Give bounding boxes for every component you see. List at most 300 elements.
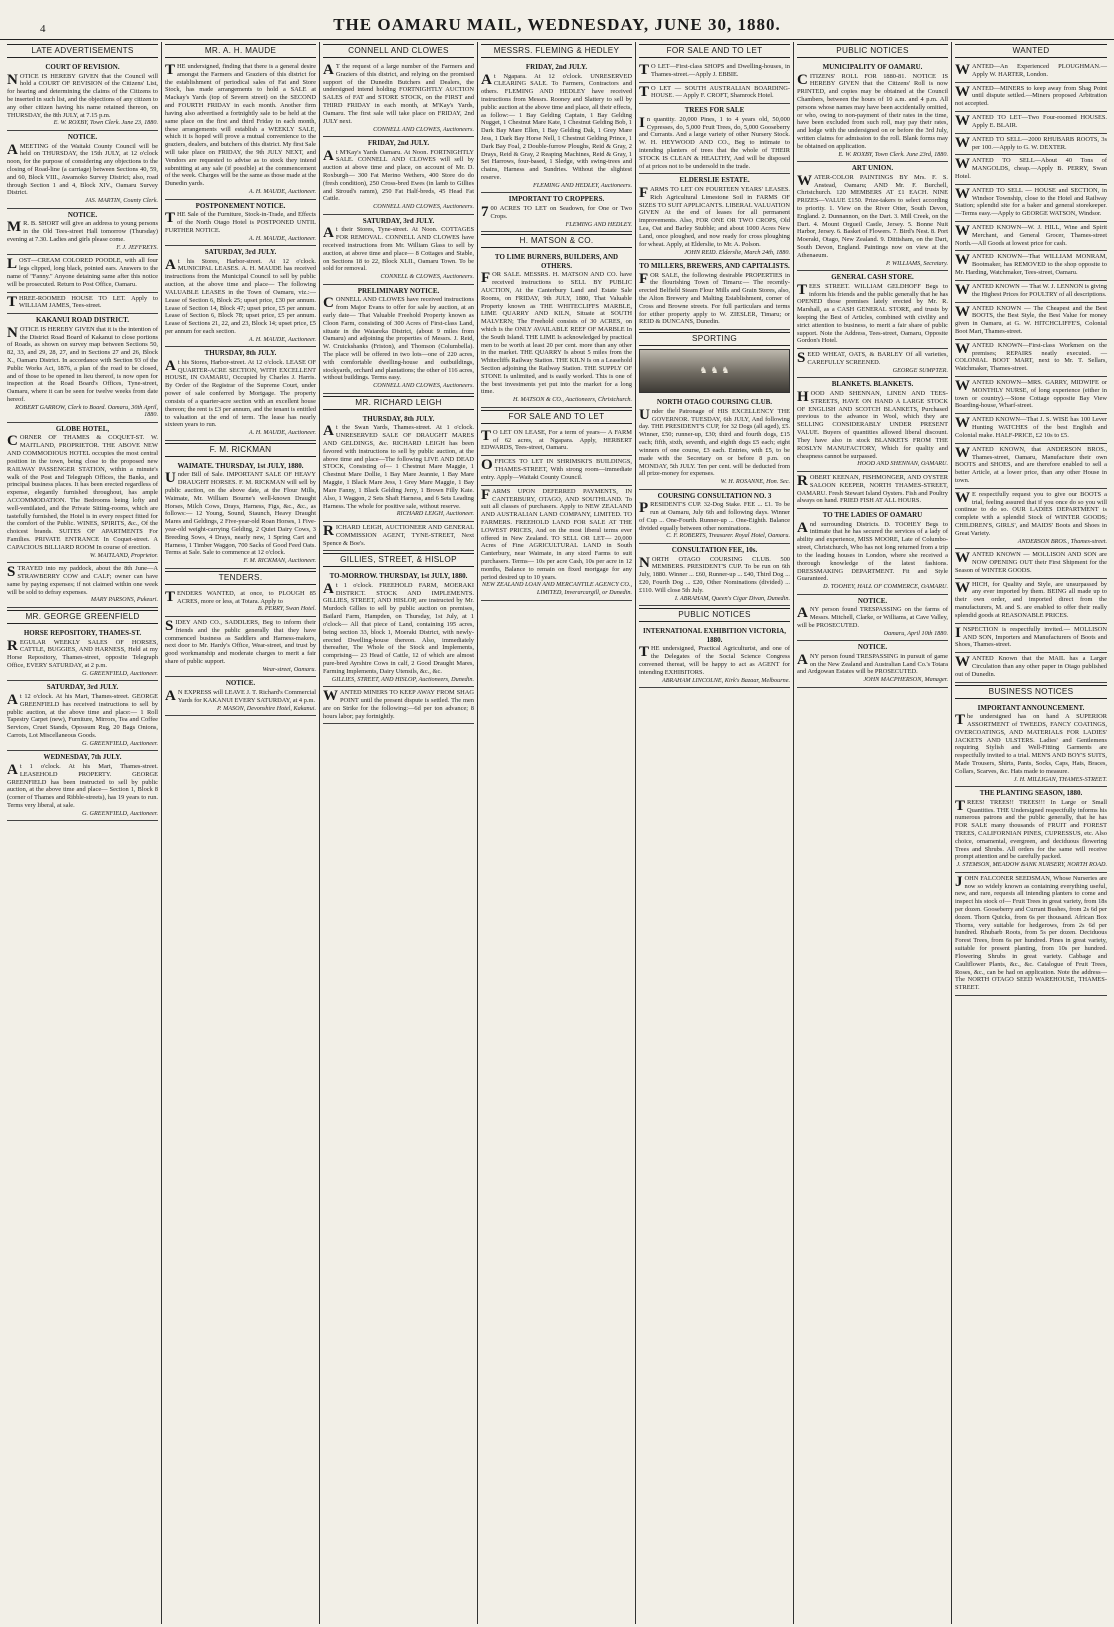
advertisement (639, 544, 790, 606)
ad-signature: NEW ZEALAND LOAN AND MERCANTILE AGENCY CO., LIMITED, Inverarcargill, or Dunedin. (481, 581, 632, 596)
advertisement (7, 293, 158, 315)
advertisement (955, 134, 1107, 156)
drop-cap: W (955, 579, 970, 596)
ad-body: W E respectfully request you to give our BOOTS a trial, feeling assured that if you once do so you will continue to do so. OUR LADIES DEPARTMENT is complete with a splendid Stock of WINTER GOODS; CHILDREN'S, GIRLS', and MAIDS' Boots and Shoes in Great Variety. (955, 489, 1107, 537)
ad-body: FOR SALE, the following desirable PROPERTIES in the flourishing Town of Timaru:— The recently-erected Belfield Steam Flour Mills and Grain Stores, also, the Alton Brewery and Malting Establishment, corner of Cross and Browne streets. For full particulars and terms for either property apply to W. ZIESLER, Timaru; or REID & DUNCANS, Dunedin. (639, 270, 790, 326)
advertisement (639, 61, 790, 83)
ad-body: OFFICES TO LET IN SHRIMSKI'S BUILDINGS, THAMES-STREET, With strong room—immediate entry. Apply—Waitaki County Council. (481, 457, 632, 481)
drop-cap: C (797, 71, 808, 88)
ad-body: FARMS TO LET ON FOURTEEN YEARS' LEASES. Rich Agricultural Limestone Soil in FARMS OF SIZES TO SUIT APPLICANTS. LIBERAL VALUATION GIVEN At the end of leases for all permanent improvements. Also, FOR ONE OR TWO CROPS, Old Lea, Oat and Barley Stubble; and about 1000 Acres New Land, once ploughed, and now ready for cross ploughing for wheat. Apply, at Elderslie, to Mr. A. Polson. (639, 185, 790, 248)
drop-cap: W (955, 444, 970, 461)
advertisement (639, 260, 790, 330)
ad-signature: MARY PARSONS, Pukeuri. (90, 596, 158, 604)
drop-cap: T (797, 281, 808, 298)
ad-signature: JOHN MACPHERSON, Manager. (863, 676, 948, 684)
advertisement (7, 423, 158, 563)
drop-cap: T (7, 293, 18, 310)
column-6 (794, 42, 952, 1624)
ad-body: And surrounding Districts. D. TOOHEY Begs to intimate that he has secured the services of a lady of ability and experience, MISS MOORE, Late of Columbo-street, Christchurch, Who has not long returned from a trip to the leading houses in London, where she received a thorough knowledge of the latest fashions. DRESSMAKING DEPARTMENT. Fit and Style Guaranteed. (797, 519, 948, 583)
advertisement (955, 702, 1107, 788)
ad-body: 7 00 ACRES TO LET on Seadown, for One or Two Crops. (481, 204, 632, 220)
ad-title: THE PLANTING SEASON, 1880. (979, 789, 1083, 798)
advertisement (955, 787, 1107, 873)
ad-title: BLANKETS. BLANKETS. (831, 380, 914, 389)
advertisement (797, 162, 948, 271)
ad-body: WANTED KNOWN—First-class Workmen on the premises; REPAIRS neatly executed. — COLONIAL BOOT MART, next to Mr. T. Sellars, Watchmaker, Thames-street. (955, 340, 1107, 373)
advertisement (955, 873, 1107, 996)
ad-body: At Ngapara. At 12 o'clock. UNRESERVED CLEARING SALE. To Farmers, Contractors and others. FLEMING AND HEDLEY have received instructions from Messrs. Rooney and Slattery to sell by public auction at the above time and place, all their effects, as follow:— 1 Bay Gelding Captain, 1 Bay Gelding Nugget, 1 Chestnut Mare Kate, 1 Chestnut Gelding Bob, 1 Dark Bay Mare Ellen, 1 Bay Gelding Dak, 1 Grey Mare Jess, 1 Dark Bay Horse Nell, 1 Chestnut Gelding Prince, 1 Dark Bay Foal, 2 Double-furrow Ploughs, Reid & Gray, 2 Drays, Reid & Gray, 2 Reaping Machines, Reid & Gray, 1 Set Harrows, four-based, 1 Sledge, with swing-trees and chains, Harness and Sundries. Without the slightest reserve. (481, 71, 632, 182)
drop-cap: H (797, 389, 809, 405)
section-heading: SPORTING (639, 332, 790, 346)
ad-title: ELDERSLIE ESTATE. (679, 176, 750, 185)
ad-title: TO LIME BURNERS, BUILDERS, AND OTHERS. (494, 253, 619, 270)
ad-signature: FLEMING AND HEDLEY, Auctioneers. (532, 181, 632, 189)
drop-cap: I (639, 114, 645, 131)
drop-cap: W (955, 378, 970, 394)
drop-cap: A (165, 357, 176, 374)
section-heading: H. MATSON & CO. (481, 234, 632, 248)
advertisement (481, 251, 632, 408)
advertisement (7, 751, 158, 821)
ad-body: WANTED MINERS TO KEEP AWAY FROM SHAG POINT until the present dispute is settled. The men are on Strike for the following:—6d per ton advance; 8 hours labor; pay fortnightly. (323, 688, 474, 720)
ad-body: NOTICE IS HEREBY GIVEN that the Council will hold a COURT OF REVISION of the Citizens' List, for hearing and determining the claims of the Citizens to be inserted in such list, and the objections of any citizen to any other citizen having his name retained thereon, on THURSDAY, the 8th JULY, at 7.15 p.m. (7, 71, 158, 119)
ad-body: CONNELL AND CLOWES have received instructions from Major Evans to offer for sale by auction, at an early date— That Valuable Freehold Property known as Cloon Farm, consisting of 300 Acres of First-class Land, situate in the Waiareka District, (about 9 miles from Oamaru) and adjoining the properties of Messrs. J. Reid, W. Cruickshanks (Friston), and Thomson (Columbella). The place will be offered in two lots—one of 220 acres, with comfortable dwelling-house and outbuildings, stockyards, orchard and plantations; the other of 116 acres, without buildings. Terms easy. (323, 295, 474, 382)
advertisement (955, 653, 1107, 682)
ad-body: TEES STREET. WILLIAM GELDHOFF Begs to inform his friends and the public generally that he has OPENED those premises lately erected by Mr. R. Marshall, as a CASH GENERAL STORE, and trusts by keeping the Best of Articles, combined with civility and strict attention to business, to merit a fair share of public support. Note the Address, Tees-street, Oamaru, Opposite Gordon's Hotel. (797, 281, 948, 345)
ad-body: A MEETING of the Waitaki County Council will be held on THURSDAY, the 15th JULY, at 12 o'clock noon, for the purpose of considering any objections to the closing of Road-line (a carriage) between Sections 40, 59, and 60, Block VIII., Awamoko Survey District; also, road through Section 1 and 4, Block XIV., Oamaru Survey District. (7, 141, 158, 197)
drop-cap: S (165, 617, 174, 634)
ad-signature: Oamaru, April 10th 1880. (883, 629, 948, 637)
advertisement (797, 472, 948, 509)
drop-cap: A (797, 651, 808, 668)
ad-title: NOTICE. (67, 210, 98, 219)
advertisement (639, 83, 790, 105)
drop-cap: T (639, 62, 650, 78)
advertisement (323, 687, 474, 724)
advertisement (323, 285, 474, 394)
ad-signature: A. H. MAUDE, Auctioneer. (248, 234, 316, 242)
ad-title: COURSING CONSULTATION NO. 3 (657, 491, 772, 500)
advertisement (323, 413, 474, 522)
advertisement (955, 222, 1107, 251)
advertisement (7, 61, 158, 131)
ad-signature: G. GREENFIELD, Auctioneer. (81, 739, 158, 747)
ad-body: WANTED KNOWN—That WILLIAM MONRAM, Bootmaker, has REMOVED to the shop opposite to Mr. Harding, Watchmaker, Tees-street, Oamaru. (955, 252, 1107, 277)
drop-cap: F (481, 486, 491, 503)
advertisement (955, 61, 1107, 83)
ad-body: THE undersigned, finding that there is a general desire amongst the Farmers and Graziers of this district for the establishment of periodical sales of Fat and Store Stock, has made arrangements to hold a SALE at Mackay's Yards (top of Severn street) on the SECOND and FOURTH FRIDAY in each month. Another firm having also advertised a fortnightly sale to be held at the same place on the first and third Friday in each month, these arrangements will establish a WEEKLY SALE, which it is hoped will prove a mutual convenience to the graziers, dealers, and butchers of this district. My first Sale will take place on FRIDAY, the 9th JULY NEXT, and Vendors are requested to advise as to stock they intend submitting at any sale (if possible) at the commencement of the week. Charges will be the same as those made at the Dunedin yards. (165, 62, 316, 188)
drop-cap: C (323, 295, 334, 312)
drop-cap: A (165, 256, 176, 273)
advertisement (797, 271, 948, 349)
section-heading: CONNELL AND CLOWES (323, 44, 474, 58)
ad-body: TREES! TREES!! TREES!!! In Large or Small Quantities. THE Undersigned respectfully informs his numerous patrons and the public generally, that he has FOR SALE many thousands of FRUIT and FOREST TREES, CALIFORNIAN PINES, CUPRESSUS, etc. Also choice, ornamental, evergreen, and deciduous flowering Trees and Shrubs. All orders for the same will receive prompt attention and be carefully packed. (955, 797, 1107, 861)
ad-signature: J. H. MILLIGAN, THAMES-STREET. (1013, 775, 1107, 783)
advertisement (323, 137, 474, 215)
advertisement (165, 61, 316, 200)
advertisement (955, 579, 1107, 624)
drop-cap: I (955, 624, 961, 641)
ad-title: NOTICE. (67, 132, 98, 141)
drop-cap: T (955, 797, 966, 814)
advertisement (797, 61, 948, 162)
ad-body: HOOD AND SHENNAN, LINEN AND TEES-STREETS, HAVE ON HAND A LARGE STOCK OF ENGLISH AND SCOTCH BLANKETS, Purchased previous to the advance in Wool, which they are SELLING CONSIDERABLY UNDER PRESENT VALUE. Buyers of quantities allowed liberal discount. They have also in stock BLANKETS FROM THE ROSLYN MANUFACTORY, Which for quality and cheapness cannot be surpassed. (797, 389, 948, 460)
drop-cap: U (639, 406, 650, 423)
section-heading: MESSRS. FLEMING & HEDLEY (481, 44, 632, 58)
drop-cap: N (7, 324, 18, 341)
drop-cap: A (323, 62, 334, 78)
ad-signature: E. W. ROXBY, Town Clerk. June 23rd, 1880. (838, 150, 948, 158)
advertisement (639, 396, 790, 489)
advertisement (323, 215, 474, 285)
ad-signature: RICHARD LEIGH, Auctioneer. (396, 510, 474, 518)
drop-cap: A (481, 71, 492, 88)
ad-body: SIDEY AND CO., SADDLERS, Beg to inform their friends and the public generally that they have commenced business as Saddlers and Harness-makers, next door to Mr. Hardy's Office, Wear-street, and trust by good workmanship and moderate charges to merit a fair share of public support. (165, 617, 316, 665)
ad-body: PRESIDENT'S CUP. 32-Dog Stake. FEE ... £1. To be run at Oamaru, July 6th and following days. Winner of Cup ... One-Fourth. Runner-up ... One-Eighth. Balance divided equally between other nominations. (639, 500, 790, 532)
drop-cap: J (955, 873, 963, 890)
ad-body: WHICH, for Quality and Style, are unsurpassed by any ever imported by them. BEING all made up to their own order, and imported direct from the manufacturers, M. and S. are enabled to offer their really splendid goods at REASONABLE PRICES. (955, 579, 1107, 619)
ad-title: TO MILLERS, BREWERS, AND CAPITALISTS. (639, 262, 790, 271)
drop-cap: R (797, 472, 808, 489)
advertisement (165, 460, 316, 569)
section-heading: GILLIES, STREET, & HISLOP (323, 553, 474, 567)
advertisement (955, 444, 1107, 489)
section-heading: FOR SALE AND TO LET (481, 410, 632, 424)
ad-body: A T the request of a large number of the Farmers and Graziers of this district, and relying on the promised support of the Dunedin Butchers and Dealers, the undersigned intend holding FORTNIGHTLY AUCTION SALES of FAT and STORE STOCK, on the FIRST and THIRD FRIDAY in each month, at M'Kay's Yards, Oamaru. The first sale will take place on FRIDAY, 2nd JULY next. (323, 62, 474, 125)
ad-title: TO-MORROW. THURSDAY, 1st JULY, 1880. (329, 572, 468, 581)
advertisement (955, 281, 1107, 303)
ad-title: GLOBE HOTEL, (55, 424, 110, 433)
advertisement (165, 617, 316, 677)
ad-signature: G. GREENFIELD, Auctioneer. (81, 669, 158, 677)
section-heading: F. M. RICKMAN (165, 443, 316, 457)
ad-body: WANTED TO LET—Two Four-roomed HOUSES. Apply E. BLAIR. (955, 113, 1107, 130)
drop-cap: A (323, 147, 334, 164)
advertisement (955, 155, 1107, 184)
drop-cap: U (165, 470, 176, 487)
ad-body: At his Stores, Harbor-street. At 12 o'clock. LEASE OF QUARTER-ACRE SECTION, WITH EXCELLENT HOUSE, IN OAMARU, Occupied by Charles J. Harris. By Order of the Registrar of the Supreme Court, under power of sale conferred by Mortgage. The property consists of a quarter-acre section with an excellent house thereon; the rent is £3 per annum, and the tenant is entitled to valuation at the end of term. The lease has nearly sixteen years to run. (165, 357, 316, 429)
ad-body: A N EXPRESS will LEAVE J. T. Richard's Commercial Yards for KAKANUI EVERY SATURDAY, at 4 p.m. (165, 687, 316, 704)
ad-title: IMPORTANT ANNOUNCEMENT. (977, 703, 1085, 712)
ad-title: WEDNESDAY, 7th JULY. (43, 753, 122, 762)
drop-cap: W (955, 113, 970, 130)
ad-signature: GEORGE SUMPTER. (892, 366, 948, 374)
ad-body: THREE-ROOMED HOUSE TO LET. Apply to WILLIAM JAMES, Tees-street. (7, 293, 158, 310)
ad-body: Under the Patronage of HIS EXCELLENCY THE GOVERNOR. TUESDAY, 6th JULY, And following day. THE PRESIDENT'S CUP, for 32 Dogs (all aged), £5. Winner, £50; runner-up, £30; third and fourth dogs, £15 each; fifth, sixth, seventh, and eighth dogs £5 each; eight winners of one course, £3 each. Entries, with £5, to be made with the Secretary on or before 8 p.m. on MONDAY, 5th JULY. Ten per cent. will be deducted from all prize-money for expenses. (639, 406, 790, 478)
ad-body: JOHN FALCONER SEEDSMAN, Whose Nurseries are now so widely known as containing everything useful, new, and rare, requests all intending planters to come and inspect his stock of— Fruit Trees in great variety, from 18s per dozen. Gooseberry and Currant Bushes, from 2s 6d per dozen. Thorn Quicks, from 6s per thousand. African Box Thorns, very suitable for hedgerows, from 2s 6d per hundred. Rhubarb Roots, from 5s per dozen. Deciduous Forest Trees, from 6s per hundred. Pines in great variety, suitable for present planting, from 10s per hundred. Flowering Shrubs in great variety. Cabbage and Cauliflower Plants, &c., &c. Catalogue of Fruit Trees, Roses, &c., can be had on application. Note the address—The NORTH OTAGO SEED WAREHOUSE, THAMES-STREET. (955, 873, 1107, 992)
ad-title: MUNICIPALITY OF OAMARU. (822, 63, 923, 71)
advertisement (7, 681, 158, 751)
ad-body: RICHARD LEIGH, AUCTIONEER AND GENERAL COMMISSION AGENT, TYNE-STREET, Next Spence & Boe's. (323, 522, 474, 547)
drop-cap: W (955, 281, 970, 298)
ad-title: NORTH OTAGO COURSING CLUB. (656, 398, 773, 407)
drop-cap: S (7, 564, 16, 581)
drop-cap: W (323, 688, 338, 705)
drop-cap: A (7, 761, 18, 778)
ad-signature: A. H. MAUDE, Auctioneer. (248, 188, 316, 195)
ad-title: INTERNATIONAL EXHIBITION VICTORIA, 1880. (643, 627, 786, 644)
ad-body: WATER-COLOR PAINTINGS BY Mrs. F. S. Anstead, Oamaru; AND Mr. F. Burchell, Christchurch. 120 MEMBERS AT £1 EACH. NINE PRIZES—VALUE £150. Prize-takers to select according to priority. 1. View on the River Otter, South Devon, England. 2. Dunnannon, on the Dart. 3. Mill Creek, on the Dart. 4. Mount Orgueil Castle, Jersey. 5. Bonne Nuit Harbor, Jersey. 6. Basket of Flowers. 7. Bird's Nest. 8. Port Moeraki, Otago, New Zealand. 9. Dittisham, on the Dart, South Devon, England. Paintings now on view at the Athenaeum. (797, 172, 948, 259)
drop-cap: W (955, 134, 970, 151)
column-1 (4, 42, 162, 1624)
ad-body: WANTED Known that the MAIL has a Larger Circulation than any other paper in Otago published out of Dunedin. (955, 654, 1107, 678)
ad-body: CITIZENS' ROLL FOR 1880-81. NOTICE IS HEREBY GIVEN that the Citizens' Roll is now PRINTED, and copies may be obtained at the Council Chambers, between the hours of 10 a.m. and 4 p.m. All persons whose names may have been accidentally omitted, or who, owing to non-payment of their rates in the time, have been excluded from such roll, may pay their rates, and lodge with the undersigned on or before the 3rd July, written claims for admission to the roll. Blank forms may be obtained on application. (797, 71, 948, 150)
ad-body: FARMS UPON DEFERRED PAYMENTS, IN CANTERBURY, OTAGO, AND SOUTHLAND. To suit all classes of purchasers. Apply to NEW ZEALAND AND AUSTRALIAN LAND COMPANY, LIMITED. TO FARMERS. FREEHOLD LAND FOR SALE AT THE LOWEST PRICES, And on the most liberal terms ever offered in New Zealand. TO SELL OR LET— 20,000 Acres of Fine AGRICULTURAL LAND in South Canterbury, near Waimate, in any sized Farms to suit purchasers. Terms— 10s per acre Cash, 10s per acre in 12 months, Balance to remain on fixed mortgage for any period desired up to 10 years. (481, 486, 632, 581)
drop-cap: W (955, 62, 970, 78)
drop-cap: W (955, 223, 970, 239)
ad-title: TO THE LADIES OF OAMARU (822, 511, 923, 520)
ad-title: NOTICE. (857, 643, 888, 652)
ad-body: T O LET—First-class SHOPS and Dwelling-houses, in Thames-street.—Apply J. EBBIE. (639, 62, 790, 78)
advertisement (165, 246, 316, 347)
advertisement (797, 349, 948, 378)
ad-title: COURT OF REVISION. (45, 63, 120, 71)
ad-title: FRIDAY, 2nd JULY. (525, 63, 588, 71)
ad-title: FRIDAY, 2nd JULY. (367, 139, 430, 148)
advertisement (797, 509, 948, 595)
advertisement (955, 377, 1107, 414)
ad-body: WANTED—An Experienced PLOUGHMAN.—Apply W. HARTER, London. (955, 62, 1107, 78)
ad-body: STRAYED into my paddock, about the 8th June—A STRAWBERRY COW and CALF; owner can have same by paying expenses; if not claimed within one week will be sold to defray expenses. (7, 564, 158, 596)
drop-cap: M (7, 219, 22, 236)
ad-body: WANTED TO SELL—About 40 Tons of MANGOLDS, cheap.—Apply B. PERRY, Swan Hotel. (955, 156, 1107, 180)
ad-body: WANTED KNOWN—MRS. GARRY, MIDWIFE or MONTHLY NURSE, of long experience (either in town or country).—Stone Cottage opposite Bay View Boarding-house, Wharf-street. (955, 378, 1107, 410)
drop-cap: W (955, 550, 970, 567)
ad-body: ANY person found TRESPASSING on the farms of Messrs. Mitchell, Clarke, or Williams, at Cave Valley, will be PROSECUTED. (797, 605, 948, 629)
ad-signature: P. WILLIAMS, Secretary. (885, 259, 948, 267)
drop-cap: W (955, 340, 970, 357)
horse-racing-engraving: ♞ ♞ ♞ (639, 349, 790, 393)
advertisement (7, 563, 158, 608)
advertisement (165, 677, 316, 716)
ad-title: NOTICE. (225, 679, 256, 688)
ad-title: HORSE REPOSITORY, THAMES-ST. (23, 629, 142, 638)
ad-signature: J. STEMSON, MEADOW BANK NURSERY, NORTH ROAD. (956, 861, 1107, 869)
advertisement (955, 251, 1107, 280)
advertisement (7, 131, 158, 209)
advertisement (481, 193, 632, 232)
drop-cap: A (323, 423, 334, 440)
drop-cap: S (797, 350, 806, 367)
ad-body: THE Sale of the Furniture, Stock-in-Trade, and Effects of the North Otago Hotel is POSTPONED UNTIL FURTHER NOTICE. (165, 210, 316, 234)
ad-signature: B. PERRY, Swan Hotel. (257, 605, 316, 613)
ad-body: At their Stores, Tyne-street. At Noon. COTTAGES FOR REMOVAL. CONNELL AND CLOWES have received instructions from Mr. William Glass to sell by auction, at above time and place— 8 Cottages and Stable, on Sections 18 to 22, Block XLII., Oamaru Town. To be sold for removal. (323, 225, 474, 273)
drop-cap: A (7, 141, 18, 158)
drop-cap: R (323, 522, 334, 539)
drop-cap: O (481, 457, 493, 474)
drop-cap: W (955, 489, 970, 506)
ad-signature: P. MASON, Devonshire Hotel, Kakanui. (217, 704, 316, 712)
ad-body: LOST—CREAM COLORED POODLE, with all four legs clipped, long black, pointed ears. Answers to the name of "Fanny." Anyone detaining same after this notice will be prosecuted. Return to Post Office, Oamaru. (7, 256, 158, 288)
ad-body: TENDERS WANTED, at once, to PLOUGH 85 ACRES, more or less, at Totara. Apply to (165, 588, 316, 605)
ad-body: WANTED KNOWN—W. J. HILL, Wine and Spirit Merchant, and General Grocer, Thames-street North.—All Goods at lowest price for cash. (955, 223, 1107, 247)
drop-cap: T (639, 644, 650, 661)
ad-body: WANTED KNOWN — That W. J. LENNON is giving the Highest Prices for POULTRY of all descriptions. (955, 281, 1107, 298)
drop-cap: T (481, 427, 492, 444)
drop-cap: T (165, 62, 176, 78)
advertisement (797, 641, 948, 688)
ad-signature: JAS. MARTIN, County Clerk. (85, 197, 158, 205)
advertisement (955, 414, 1107, 443)
advertisement (481, 456, 632, 485)
ad-body: SEED WHEAT, OATS, & BARLEY Of all varieties, CAREFULLY SCREENED. (797, 350, 948, 367)
column-2 (162, 42, 320, 1624)
ad-title: SATURDAY, 3rd JULY. (362, 216, 435, 225)
drop-cap: F (481, 270, 491, 287)
drop-cap: A (165, 687, 176, 704)
ad-title: WAIMATE. THURSDAY, 1st JULY, 1880. (177, 461, 304, 470)
drop-cap: T (955, 712, 966, 729)
advertisement (7, 209, 158, 256)
advertisement (955, 112, 1107, 134)
ad-title: NOTICE. (857, 596, 888, 605)
section-heading: MR. GEORGE GREENFIELD (7, 610, 158, 624)
ad-signature: H. MATSON & CO., Auctioneers, Christchurch. (512, 396, 632, 404)
ad-signature: CONNELL AND CLOWES, Auctioneers. (373, 125, 474, 133)
drop-cap: W (797, 172, 812, 189)
column-5 (636, 42, 794, 1624)
masthead (0, 0, 1114, 40)
ad-body: WANTED TO SELL—2000 RHUBARB ROOTS, 3s per 100.—Apply to G. W. DEXTER. (955, 134, 1107, 151)
ad-signature: ROBERT GARROW, Clerk to Board. Oamaru, 30th April, 1880. (15, 403, 158, 419)
ad-body: The undersigned has on hand A SUPERIOR ASSORTMENT of TWEEDS, FANCY COATINGS, OVERCOATINGS, AND MATERIALS FOR LADIES' JACKETS AND ULSTERS. Ladies' and Gentlemens requiring Stylish and Well-Fitting Garments are respectfully invited to a trial. MEN'S AND BOY'S SUITS, Made Trousers, Shirts, Pants, Socks, Caps, Hats, Braces, Collars, Scarves, &c. Hats made to measure. (955, 712, 1107, 775)
column-3 (320, 42, 478, 1624)
ad-body: WANTED TO SELL — HOUSE and SECTION, in Windsor Township, close to the Hotel and Railway Station; splendid site for a baker and general storekeeper.—Terms easy.—Apply to GEORGE WATSON, Windsor. (955, 185, 1107, 218)
ad-body: REGULAR WEEKLY SALES OF HORSES, CATTLE, BUGGIES, AND HARNESS, Held at my Horse Repository, Thames-street, opposite Telegraph Office, EVERY SATURDAY, at 2 p.m. (7, 637, 158, 669)
ad-signature: F. M. RICKMAN, Auctioneer. (243, 557, 316, 565)
ad-body: T O LET — SOUTH AUSTRALIAN BOARDING-HOUSE. — Apply F. CROFT, Shamrock Hotel. (639, 83, 790, 100)
ad-body: ANY person found TRESPASSING in pursuit of game on the New Zealand and Australian Land Co.'s Totara and Ardgowan Estates will be PROSECUTED. (797, 651, 948, 676)
advertisement (323, 61, 474, 137)
section-heading: PUBLIC NOTICES (797, 44, 948, 58)
ad-signature: Wear-street, Oamaru. (262, 665, 316, 673)
ad-signature: JOHN REID. Elderslie, March 24th, 1880. (684, 248, 790, 256)
ad-title: ART UNION. (851, 164, 894, 173)
ad-body: NOTICE IS HEREBY GIVEN that it is the intention of the District Road Board of Kakanui to close portions of Roads, as shown on survey map between Sections 50, 82, 33, and 29, 28, 27, and in Sections 27 and 26, Block X., Oamaru District. In accordance with Section 93 of the Public Works Act, 1876, a plan of the road to be closed, and of those to be opened in lieu thereof, is now open for inspection at the Road Board's Offices, Tyne-street, Oamaru, where it can be seen for twelve weeks from date hereof. (7, 324, 158, 403)
page-number: 4 (40, 23, 46, 35)
ad-signature: CONNELL & CLOWES, Auctioneers. (380, 273, 474, 281)
drop-cap: F (639, 185, 649, 201)
ad-title: POSTPONEMENT NOTICE. (195, 201, 286, 210)
ad-title: THURSDAY, 8th JULY. (204, 349, 277, 358)
advertisement (323, 522, 474, 551)
drop-cap: L (7, 256, 18, 273)
advertisement (481, 486, 632, 601)
ad-signature: W. MAITLAND, Proprietor. (89, 551, 158, 559)
ad-body: THE undersigned, Practical Agriculturist, and one of the Delegates of the Social Science Congress convened thereat, will be happy to act as AGENT for intending EXHIBITORS. (639, 644, 790, 676)
ad-body: WANTED KNOWN — MOLLISON AND SON are NOW OPENING OUT their First Shipment for the Season of WINTER GOODS. (955, 550, 1107, 574)
advertisement (955, 624, 1107, 653)
ad-signature: FLEMING AND HEDLEY. (565, 220, 632, 228)
drop-cap: A (797, 519, 808, 536)
ad-body: T O LET ON LEASE, For a term of years— A FARM of 62 acres, at Ngapara. Apply, HERBERT EDWARDS, Tees-street, Oamaru. (481, 427, 632, 452)
ad-title: THURSDAY, 8th JULY. (362, 414, 435, 423)
ad-title: GENERAL CASH STORE. (831, 273, 914, 282)
drop-cap: T (639, 83, 650, 100)
drop-cap: W (955, 185, 970, 202)
ad-title: IMPORTANT TO CROPPERS. (508, 195, 605, 204)
ad-body: WANTED KNOWN — The Cheapest and the Best BOOTS, the Best Style, the Best Value for money given in Oamaru, at G. W. HITCHCLIFFE'S, Colonial Boot Mart, Thames-street. (955, 303, 1107, 335)
drop-cap: N (7, 71, 18, 88)
section-heading: MR. RICHARD LEIGH (323, 396, 474, 410)
advertisement (639, 625, 790, 688)
advertisement (797, 378, 948, 471)
advertisement (639, 104, 790, 174)
ad-body: At 12 o'clock. At his Mart, Thames-street. GEORGE GREENFIELD has received instructions to sell by public auction, at the above time and place:— 1 Roll Tapestry Carpet (new), Furniture, Mirrors, Tea and Coffee Services, Cruet Stands, Opossum Rug, 20 Bags Onions, Carrots, Lot Miscellaneous Goods. (7, 691, 158, 739)
ad-body: WANTED KNOWN—That J. S. WISE has 100 Lever Hunting WATCHES of the best English and Colonial make. HALF-PRICE, £2 10s to £5. (955, 415, 1107, 439)
section-heading: FOR SALE AND TO LET (639, 44, 790, 58)
ad-body: In quantity. 20,000 Pines, 1 to 4 years old, 50,000 Cypresses, do, 5,000 Fruit Trees, do, 5,000 Gooseberry and Currants. And a large variety of other Nursery Stock. W. H. HEYWOOD AND CO., Beg to intimate to intending planters of trees that the whole of THEIR STOCK IS CLEAN & HEALTHY, And will be disposed of at prices not to be undersold in the trade. (639, 114, 790, 170)
advertisement (955, 185, 1107, 222)
advertisement (7, 627, 158, 681)
drop-cap: A (323, 580, 334, 597)
section-heading: PUBLIC NOTICES (639, 608, 790, 622)
ad-signature: D. TOOHEY, HALL OF COMMERCE, OAMARU. (823, 583, 948, 591)
advertisement (481, 61, 632, 193)
section-heading: WANTED (955, 44, 1107, 58)
ad-signature: A. H. MAUDE, Auctioneer. (248, 429, 316, 437)
section-heading: LATE ADVERTISEMENTS (7, 44, 158, 58)
drop-cap: A (323, 225, 334, 242)
ad-signature: GILLIES, STREET, AND HISLOP, Auctioneers, Dunedin. (331, 675, 474, 683)
advertisement (165, 200, 316, 247)
ad-body: Under Bill of Sale. IMPORTANT SALE OF HEAVY DRAUGHT HORSES. F. M. RICKMAN will sell by public auction, on the above date, at the Flour Mills, Waimate, Mr. William Bourne's well-known Draught Horses, Milch Cows, Drays, Harness, Figs, &c., &c., as follows:— 12 Young, Sound, Staunch, Heavy Draught Mares and Geldings, 2 Five-year-old Roan Horses, 1 Five-year-old weight-carrying Gelding, 2 Quiet Dairy Cows, 3 Breeding Sows, 4 Drays, nearly new, 1 Spring Cart and Harness, 1 Timber Waggon, 700 Sacks of Good Feed Oats. Terms at Sale. Sale to commence at 12 o'clock. (165, 470, 316, 557)
advertisement (165, 347, 316, 440)
ad-signature: HOOD AND SHENNAN, OAMARU. (857, 460, 948, 468)
ad-body: INSPECTION is respectfully invited.— MOLLISON AND SON, Importers and Manufacturers of Boots and Shoes, Thames-street. (955, 624, 1107, 649)
drop-cap: C (7, 433, 18, 450)
drop-cap: W (955, 415, 970, 432)
section-heading: BUSINESS NOTICES (955, 685, 1107, 699)
drop-cap: W (955, 303, 970, 320)
drop-cap: W (955, 156, 970, 173)
ad-body: At the Swan Yards, Thames-street. At 1 o'clock. UNRESERVED SALE OF DRAUGHT MARES AND GELDINGS, &c. RICHARD LEIGH has been favored with instructions to sell by public auction, at the above time and place—The following LIVE AND DEAD STOCK, Consisting of— 1 Chestnut Mare Maggie, 1 Chestnut Mare Dollie, 1 Bay Mare Jeannie, 1 Bay Mare Maggie, 1 Black Mare Jess, 1 Grey Mare Maggie, 1 Bay Mare Fanny, 1 Black Gelding Jerry, 1 Brown Filly Kate. Also, 1 Waggon, 2 Sets Shaft Harness, and 6 Sets Leading Harness. The whole for positive sale, without reserve. (323, 423, 474, 510)
advertisement (955, 489, 1107, 549)
ad-body: At 1 o'clock. At his Mart, Thames-street. LEASEHOLD PROPERTY. GEORGE GREENFIELD has been instructed to sell by public auction, at the above time and place— Section 1, Block 8 (corner of Thames and Ribble-streets), has 19 years to run. Terms very liberal, at sale. (7, 761, 158, 809)
column-4 (478, 42, 636, 1624)
advertisement (955, 340, 1107, 377)
drop-cap: A (797, 605, 808, 622)
ad-signature: E. W. ROXBY, Town Clerk. June 23, 1880. (53, 119, 158, 127)
ad-body: FOR SALE. MESSRS. H. MATSON AND CO. have received instructions to SELL BY PUBLIC AUCTION, At the Canterbury Land and Estate Sale Rooms, on FRIDAY, 9th JULY, 1880, That Valuable Property known as THE WHITECLIFFS MARBLE, LIME QUARRY AND KILN, Situate at SOUTH MALVERN; The Freehold consists of 30 ACRES, on which is the ONLY AVAILABLE REEF OF MARBLE In the South Island. THE LIME Is acknowledged by practical men to be worth at least 20 per cent. more than any other in the market. THE QUARRY Is about 5 miles from the Whitecliffs Railway Station. THE KILN Is on a Leasehold Section adjoining the Railway Station. THE SUPPLY OF STONE Is unlimited, and is easily worked. This is one of the best investments yet put into the market for a long time. (481, 270, 632, 396)
drop-cap: T (165, 210, 176, 227)
ad-body: At M'Kay's Yards Oamaru. At Noon. FORTNIGHTLY SALE. CONNELL AND CLOWES will sell by auction at above time and place, on account of Mr. D. Roxburgh— 300 Fat Merino Wethers, 400 Store do do (fresh condition), 250 Cross-bred Ewes (in lamb to Gillies and Stroud's ramm), 250 Fat Half-breds, 45 Head Fat Cattle. (323, 147, 474, 203)
ad-signature: C. F. ROBERTS, Treasurer. Royal Hotel, Oamaru. (666, 532, 790, 540)
drop-cap: W (955, 654, 970, 671)
ad-body: NORTH OTAGO COURSING CLUB. 500 MEMBERS. PRESIDENT'S CUP. To be run on 6th July, 1880. Winner ... £60, Runner-up ... £40, Third Dog ... £20, Fourth Dog ... £20, Other Nominations (divided) ... £110. Will close 5th July. (639, 554, 790, 594)
newspaper-title: THE OAMARU MAIL, WEDNESDAY, JUNE 30, 1880. (333, 15, 781, 34)
ad-title: KAKANUI ROAD DISTRICT. (35, 316, 130, 325)
drop-cap: F (639, 270, 649, 287)
ad-body: M R. B. SHORT will give an address to young persons in the Old Tees-street Hall tomorrow (Thursday) evening at 7.30. Ladies and girls please come. (7, 219, 158, 243)
ad-signature: CONNELL AND CLOWES, Auctioneers. (373, 382, 474, 390)
drop-cap: A (7, 691, 18, 708)
column-7 (952, 42, 1110, 1624)
advertisement (165, 588, 316, 617)
ad-signature: G. GREENFIELD, Auctioneer. (81, 809, 158, 817)
ad-title: PRELIMINARY NOTICE. (357, 286, 440, 295)
ad-signature: F. J. JEFFREYS. (116, 243, 158, 251)
ad-body: WANTED—MINERS to keep away from Shag Point until dispute settled.—Miners proposed Arbitration not accepted. (955, 83, 1107, 108)
ad-body: ROBERT KEENAN, FISHMONGER, AND OYSTER SALOON KEEPER, NORTH THAMES-STREET, OAMARU. Fresh Stewart Island Oysters. Fish and Poultry always on hand. FRIED FISH AT ALL HOURS. (797, 472, 948, 505)
ad-title: CONSULTATION FEE, 10s. (671, 546, 758, 555)
advertisement (639, 490, 790, 544)
advertisement (7, 314, 158, 423)
drop-cap: W (955, 83, 970, 100)
ad-signature: ANDERSON BROS., Thames-street. (1017, 537, 1107, 545)
ad-body: At 1 o'clock. FREEHOLD FARM, MOERAKI DISTRICT. STOCK AND IMPLEMENTS. GILLIES, STREET, AND HISLOP, are instructed by Mr. Murdoch Gillies to sell by public auction on premises, Bailard Farm, Hampden, on Thursday, 1st July, at 1 o'clock— All that piece of Land, containing 195 acres, being section 33, block 1, Moeraki District, with newly-erected Dwelling-house thereon. Also, immediately thereafter, The Whole of the Stock and Implements, comprising— 23 Head of Cattle, 12 of which are almost pure-bred Ayrshire Cows in calf, 2 Good Draught Mares, Farming Implements, Dairy Utensils, &c., &c. (323, 580, 474, 675)
ad-body: CORNER OF THAMES & COQUET-ST. W. MAITLAND, PROPRIETOR. THE ABOVE NEW AND COMMODIOUS HOTEL occupies the most central position in the town, being close to the proposed new RAILWAY PASSENGER STATION, within a minute's walk of the Post and Telegraph Offices, the Banks, and principal business places. It has been erected regardless of expense, elegantly furnished throughout, has ample ACCOMMODATION. The Bedrooms being lofty and well-ventilated, and the Private Sitting-rooms, which are tastefully furnished, the Hotel is in every respect fitted for the comfort of the Public. WINES, SPIRITS, &c., Of the choicest brands. SUITES OF APARTMENTS For Families. PRIVATE ENTRANCE In Coquet-street. A CAPACIOUS BILLIARD ROOM In course of erection. (7, 433, 158, 551)
